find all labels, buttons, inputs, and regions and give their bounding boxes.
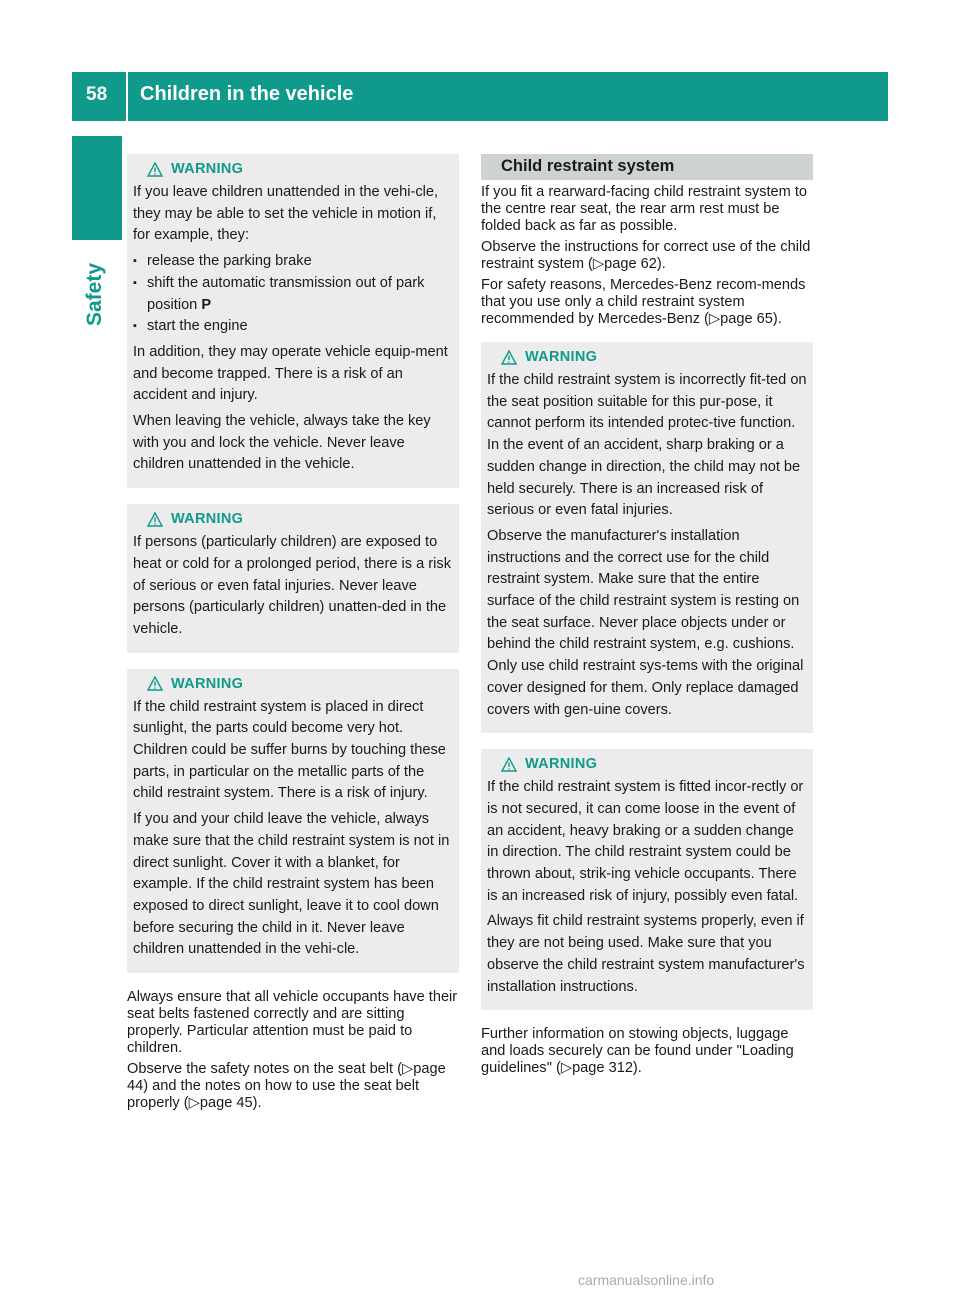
header-divider [126, 72, 128, 121]
list-item: ▪ shift the automatic transmission out of park position P [133, 273, 453, 316]
warning-header [147, 158, 453, 180]
warning-text: If persons (particularly children) are exposed to heat or cold for a prolonged period, there is a risk of serious or even fatal injuries. Never leave persons (particularly children) unatten-ded in the vehicle. [133, 534, 451, 637]
warning-text: If the child restraint system is incorrectly fit-ted on the seat position suitable for this pur-pose, it cannot perform its intended protec-tive function. In the event of an accident, sharp braking or a sudden change in direction, the child may not be held securely. There is an increased risk of serious or even fatal injuries. [487, 372, 807, 519]
left-column [127, 154, 459, 1116]
warning-box [481, 342, 813, 733]
warning-label: WARNING [525, 756, 598, 773]
body-text [481, 1026, 813, 1077]
warning-header [501, 753, 807, 775]
paragraph: If you fit a rearward-facing child restraint system to the centre rear seat, the rear arm rest must be folded back as far as possible. [481, 184, 808, 234]
warning-box [127, 504, 459, 653]
warning-triangle-icon [147, 162, 163, 177]
warning-header [147, 673, 453, 695]
warning-text: If the child restraint system is fitted incor-rectly or is not secured, it can come loose in the event of an accident, heavy braking or a sudden change in direction. The child restraint system could be thrown about, strik-ing vehicle occupants. There is an increased risk of injury, possibly even fatal. [487, 779, 804, 904]
warning-box [127, 154, 459, 488]
bullet-list [133, 251, 453, 338]
page-ref-arrow-icon: ▷ [592, 256, 605, 272]
list-item: ▪ start the engine [133, 316, 453, 338]
warning-label: WARNING [171, 511, 244, 528]
paragraph: Observe the instructions for correct use of the child restraint system (▷page 62). [481, 239, 811, 272]
warning-triangle-icon [501, 350, 517, 365]
section-label: Safety [83, 262, 106, 326]
paragraph: Always ensure that all vehicle occupants have their seat belts fastened correctly and are sitting properly. Particular attention must be paid to children. [127, 989, 458, 1057]
paragraph: Observe the safety notes on the seat belt (▷page 44) and the notes on how to use the seat belt properly (▷page 45). [127, 1061, 446, 1112]
page-ref-arrow-icon: ▷ [560, 1060, 573, 1077]
warning-triangle-icon [147, 676, 163, 691]
right-column [481, 154, 813, 1081]
warning-label: WARNING [525, 349, 598, 365]
warning-header [147, 508, 453, 530]
warning-triangle-icon [501, 757, 517, 772]
warning-text: If the child restraint system is placed in direct sunlight, the parts could become very hot. Children could be suffer burns by touching these parts, in particular on the metallic parts of the child restraint system. There is a risk of injury. [133, 698, 446, 802]
warning-box [127, 669, 459, 973]
warning-label: WARNING [171, 675, 244, 692]
body-text [481, 184, 813, 328]
warning-label: WARNING [171, 161, 244, 177]
watermark: carmanualsonline.info [578, 1272, 715, 1288]
page-ref-arrow-icon: ▷ [188, 1095, 200, 1112]
warning-text: When leaving the vehicle, always take the key with you and lock the vehicle. Never leave children unattended in the vehicle. [133, 413, 431, 473]
section-heading: Child restraint system [481, 154, 813, 180]
chapter-title: Children in the vehicle [140, 83, 354, 105]
warning-text: Always fit child restraint systems properly, even if they are not being used. Make sure that you observe the child restraint system manufacturer's installation instructions. [487, 913, 805, 995]
warning-triangle-icon [147, 512, 163, 527]
sidebar-tab [72, 136, 122, 240]
list-item: ▪ release the parking brake [133, 251, 453, 273]
paragraph: For safety reasons, Mercedes-Benz recom-mends that you use only a child restraint system recommended by Mercedes-Benz (▷page 65). [481, 277, 806, 327]
warning-text: In addition, they may operate vehicle equip-ment and become trapped. There is a risk of an accident and injury. [133, 343, 448, 404]
warning-text: Observe the manufacturer's installation instructions and the correct use for the child restraint system. Make sure that the entire surface of the child restraint system is resting on the seat surface. Never place objects under or behind the child restraint system, e.g. cushions. Only use child restraint sys-tems with the original cover designed for them. Only replace damaged covers with gen-uine covers. [487, 527, 804, 718]
warning-text: If you leave children unattended in the vehi-cle, they may be able to set the vehicle in motion if, for example, they: [133, 184, 439, 244]
page-ref-arrow-icon: ▷ [402, 1061, 414, 1078]
warning-header [501, 346, 807, 368]
page-header [72, 72, 888, 121]
page-ref-arrow-icon: ▷ [708, 311, 721, 327]
warning-box [481, 749, 813, 1010]
warning-text: If you and your child leave the vehicle, always make sure that the child restraint system is not in direct sunlight. Cover it with a blanket, for example. If the child restraint system has been exposed to direct sunlight, leave it to cool down before securing the child in it. Never leave children unattended in the vehi-cle. [133, 811, 450, 958]
page-number: 58 [86, 84, 108, 105]
paragraph: Further information on stowing objects, luggage and loads securely can be found under "Loading guidelines" (▷page 312). [481, 1026, 794, 1077]
body-text [127, 989, 459, 1112]
